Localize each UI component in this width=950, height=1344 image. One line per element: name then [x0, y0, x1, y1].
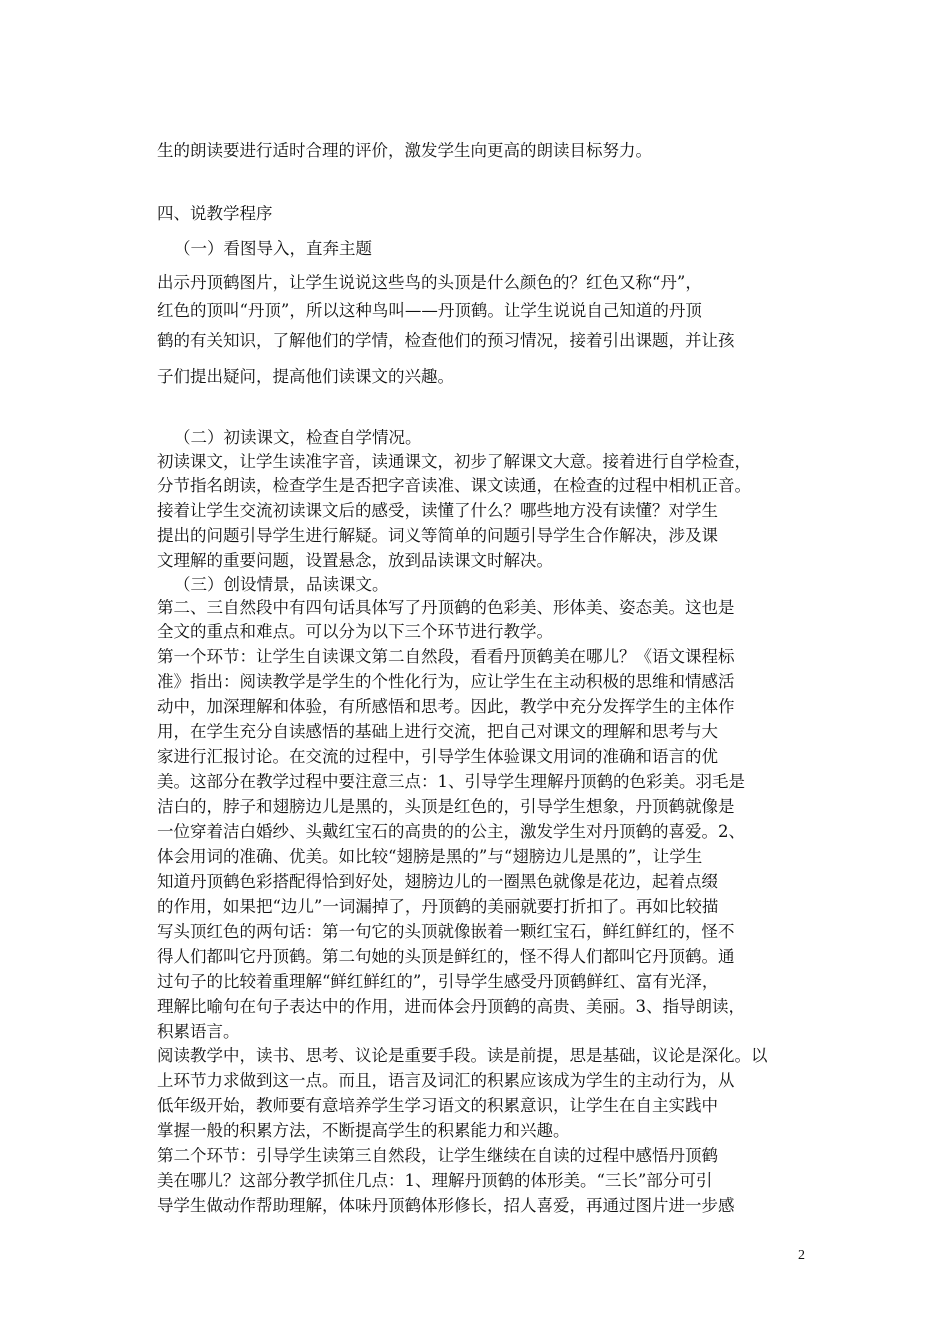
- text-line: 全文的重点和难点。可以分为以下三个环节进行教学。: [157, 622, 553, 641]
- subsection-heading: （三）创设情景，品读课文。: [174, 575, 389, 594]
- text-line: 子们提出疑问，提高他们读课文的兴趣。: [157, 367, 454, 386]
- section-heading: 四、说教学程序: [157, 204, 273, 223]
- text-line: 文理解的重要问题，设置悬念，放到品读课文时解决。: [157, 551, 553, 570]
- text-line: 动中，加深理解和体验，有所感悟和思考。因此，教学中充分发挥学生的主体作: [157, 697, 735, 716]
- text-line: 导学生做动作帮助理解，体味丹顶鹤体形修长，招人喜爱，再通过图片进一步感: [157, 1196, 735, 1215]
- page-number: 2: [798, 1248, 805, 1263]
- text-line: 接着让学生交流初读课文后的感受，读懂了什么？哪些地方没有读懂？对学生: [157, 501, 718, 520]
- text-line: 写头顶红色的两句话：第一句它的头顶就像嵌着一颗红宝石，鲜红鲜红的，怪不: [157, 922, 735, 941]
- text-line: 第二、三自然段中有四句话具体写了丹顶鹤的色彩美、形体美、姿态美。这也是: [157, 598, 735, 617]
- text-line: 初读课文，让学生读准字音，读通课文，初步了解课文大意。接着进行自学检查，: [157, 452, 751, 471]
- subsection-heading: （一）看图导入，直奔主题: [174, 239, 372, 258]
- text-line: 美在哪儿？这部分教学抓住几点：1、理解丹顶鹤的体形美。“三长”部分可引: [157, 1171, 713, 1190]
- text-line: 准》指出：阅读教学是学生的个性化行为，应让学生在主动积极的思维和情感活: [157, 672, 735, 691]
- text-line: 分节指名朗读，检查学生是否把字音读准、课文读通，在检查的过程中相机正音。: [157, 476, 751, 495]
- text-line: 得人们都叫它丹顶鹤。第二句她的头顶是鲜红的，怪不得人们都叫它丹顶鹤。通: [157, 947, 735, 966]
- text-line: 红色的顶叫“丹顶”，所以这种鸟叫——丹顶鹤。让学生说说自己知道的丹顶: [157, 301, 702, 320]
- text-line: 提出的问题引导学生进行解疑。词义等简单的问题引导学生合作解决，涉及课: [157, 526, 718, 545]
- subsection-heading: （二）初读课文，检查自学情况。: [174, 428, 422, 447]
- text-line: 低年级开始，教师要有意培养学生学习语文的积累意识，让学生在自主实践中: [157, 1096, 718, 1115]
- text-line: 掌握一般的积累方法，不断提高学生的积累能力和兴趣。: [157, 1121, 570, 1140]
- text-line: 用，在学生充分自读感悟的基础上进行交流，把自己对课文的理解和思考与大: [157, 722, 718, 741]
- text-line: 一位穿着洁白婚纱、头戴红宝石的高贵的的公主，激发学生对丹顶鹤的喜爱。2、: [157, 822, 745, 841]
- text-line: 体会用词的准确、优美。如比较“翅膀是黑的”与“翅膀边儿是黑的”，让学生: [157, 847, 703, 866]
- text-line: 理解比喻句在句子表达中的作用，进而体会丹顶鹤的高贵、美丽。3、指导朗读，: [157, 997, 745, 1016]
- text-line: 第一个环节：让学生自读课文第二自然段，看看丹顶鹤美在哪儿？《语文课程标: [157, 647, 735, 666]
- text-line: 阅读教学中，读书、思考、议论是重要手段。读是前提，思是基础，议论是深化。以: [157, 1046, 768, 1065]
- text-line: 鹤的有关知识，了解他们的学情，检查他们的预习情况，接着引出课题，并让孩: [157, 331, 735, 350]
- text-line: 的作用，如果把“边儿”一词漏掉了，丹顶鹤的美丽就要打折扣了。再如比较描: [157, 897, 719, 916]
- text-line: 出示丹顶鹤图片，让学生说说这些鸟的头顶是什么颜色的？红色又称“丹”，: [157, 273, 702, 292]
- text-line: 洁白的，脖子和翅膀边儿是黑的，头顶是红色的，引导学生想象，丹顶鹤就像是: [157, 797, 735, 816]
- text-line: 生的朗读要进行适时合理的评价，激发学生向更高的朗读目标努力。: [157, 141, 652, 160]
- text-line: 家进行汇报讨论。在交流的过程中，引导学生体验课文用词的准确和语言的优: [157, 747, 718, 766]
- text-line: 第二个环节：引导学生读第三自然段，让学生继续在自读的过程中感悟丹顶鹤: [157, 1146, 718, 1165]
- text-line: 上环节力求做到这一点。而且，语言及词汇的积累应该成为学生的主动行为，从: [157, 1071, 735, 1090]
- text-line: 美。这部分在教学过程中要注意三点：1、引导学生理解丹顶鹤的色彩美。羽毛是: [157, 772, 745, 791]
- text-line: 知道丹顶鹤色彩搭配得恰到好处，翅膀边儿的一圈黑色就像是花边，起着点缀: [157, 872, 718, 891]
- text-line: 过句子的比较着重理解“鲜红鲜红的”，引导学生感受丹顶鹤鲜红、富有光泽，: [157, 972, 719, 991]
- text-line: 积累语言。: [157, 1022, 240, 1041]
